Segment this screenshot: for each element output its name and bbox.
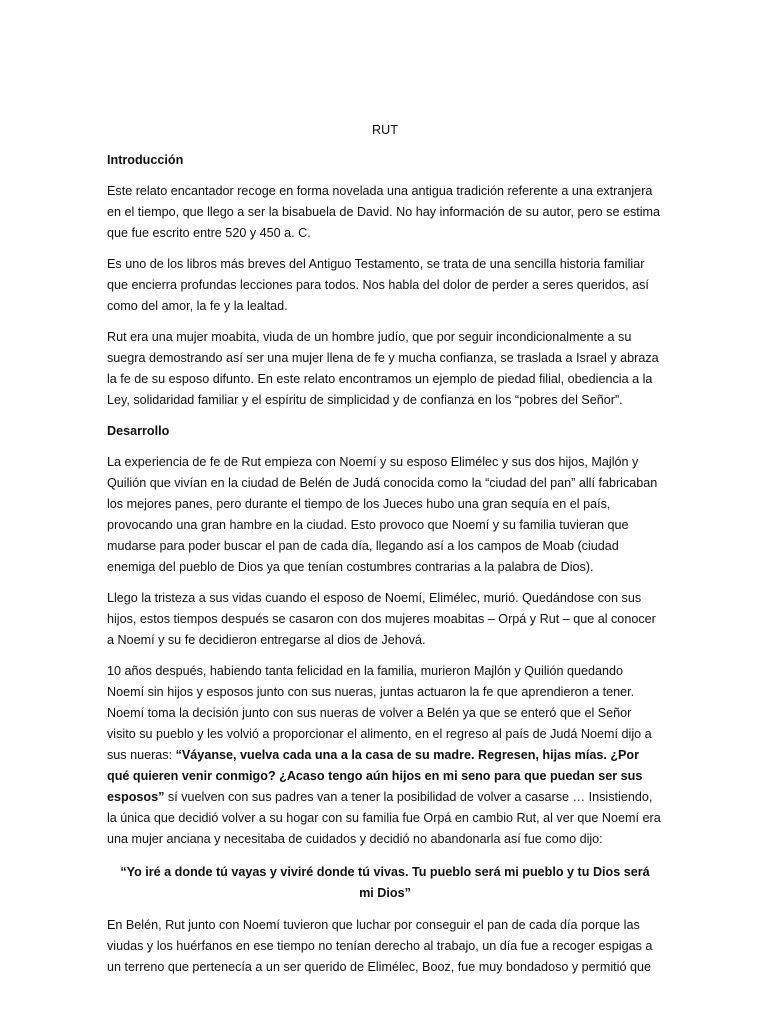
dialogue-quote: “Váyanse, vuelva cada una a la casa de su madre. Regresen, hijas mías. ¿Por qué quieren venir conmigo? ¿Acaso tengo aún hijos en mi seno para que puedan ser sus esposos” <box>107 748 643 804</box>
paragraph-text: sí vuelven con sus padres van a tener la posibilidad de volver a casarse … Insistiendo, la única que decidió volver a su hogar con su familia fue Orpá en cambio Rut, al ver que Noemí era una mujer anciana y necesitaba de cuidados y decidió no abandonarla así fue como dijo: <box>107 790 661 846</box>
paragraph: Rut era una mujer moabita, viuda de un hombre judío, que por seguir incondicionalmente a su suegra demostrando así ser una mujer llena de fe y mucha confianza, se traslada a Israel y abraza la fe de su esposo difunto. En este relato encontramos un ejemplo de piedad filial, obediencia a la Ley, solidaridad familiar y el espíritu de simplicidad y de confianza en los “pobres del Señor”. <box>107 330 659 407</box>
paragraph: La experiencia de fe de Rut empieza con Noemí y su esposo Elimélec y sus dos hijos, Majlón y Quilión que vivían en la ciudad de Belén de Judá conocida como la “ciudad del pan” allí fabricaban los mejores panes, pero durante el tiempo de los Jueces hubo una gran sequía en el país, provocando una gran hambre en la ciudad. Esto provoco que Noemí y su familia tuvieran que mudarse para poder buscar el pan de cada día, llegando así a los campos de Moab (ciudad enemiga del pueblo de Dios ya que tenían costumbres contrarias a la palabra de Dios). <box>107 455 658 574</box>
paragraph: Llego la tristeza a sus vidas cuando el esposo de Noemí, Elimélec, murió. Quedándose con sus hijos, estos tiempos después se casaron con dos mujeres moabitas – Orpá y Rut – que al conocer a Noemí y su fe decidieron entregarse al dios de Jehová. <box>107 591 656 647</box>
document-title: RUT <box>372 123 398 137</box>
paragraph-with-dialogue <box>107 661 663 850</box>
section-heading-introduccion: Introducción <box>107 153 184 167</box>
paragraph: Este relato encantador recoge en forma novelada una antigua tradición referente a una extranjera en el tiempo, que llego a ser la bisabuela de David. No hay información de su autor, pero se estima que fue escrito entre 520 y 450 a. C. <box>107 184 661 240</box>
paragraph-text: 10 años después, habiendo tanta felicidad en la familia, murieron Majlón y Quilión quedando Noemí sin hijos y esposos junto con sus nueras, juntas actuaron la fe que aprendieron a tener. Noemí toma la decisión junto con sus nueras de volver a Belén ya que se enteró que el Señor visito su pueblo y les volvió a proporcionar el alimento, en el regreso al país de Judá Noemí dijo a sus nueras: <box>107 664 652 762</box>
section-heading-desarrollo: Desarrollo <box>107 424 170 438</box>
paragraph: En Belén, Rut junto con Noemí tuvieron que luchar por conseguir el pan de cada día porque las viudas y los huérfanos en ese tiempo no tenían derecho al trabajo, un día fue a recoger espigas a un terreno que pertenecía a un ser querido de Elimélec, Booz, fue muy bondadoso y permitió que <box>107 918 653 974</box>
paragraph: Es uno de los libros más breves del Antiguo Testamento, se trata de una sencilla historia familiar que encierra profundas lecciones para todos. Nos habla del dolor de perder a seres queridos, así como del amor, la fe y la lealtad. <box>107 257 649 313</box>
document-page <box>107 120 663 988</box>
block-quote: “Yo iré a donde tú vayas y viviré donde tú vivas. Tu pueblo será mi pueblo y tu Dios será mi Dios” <box>120 865 650 900</box>
